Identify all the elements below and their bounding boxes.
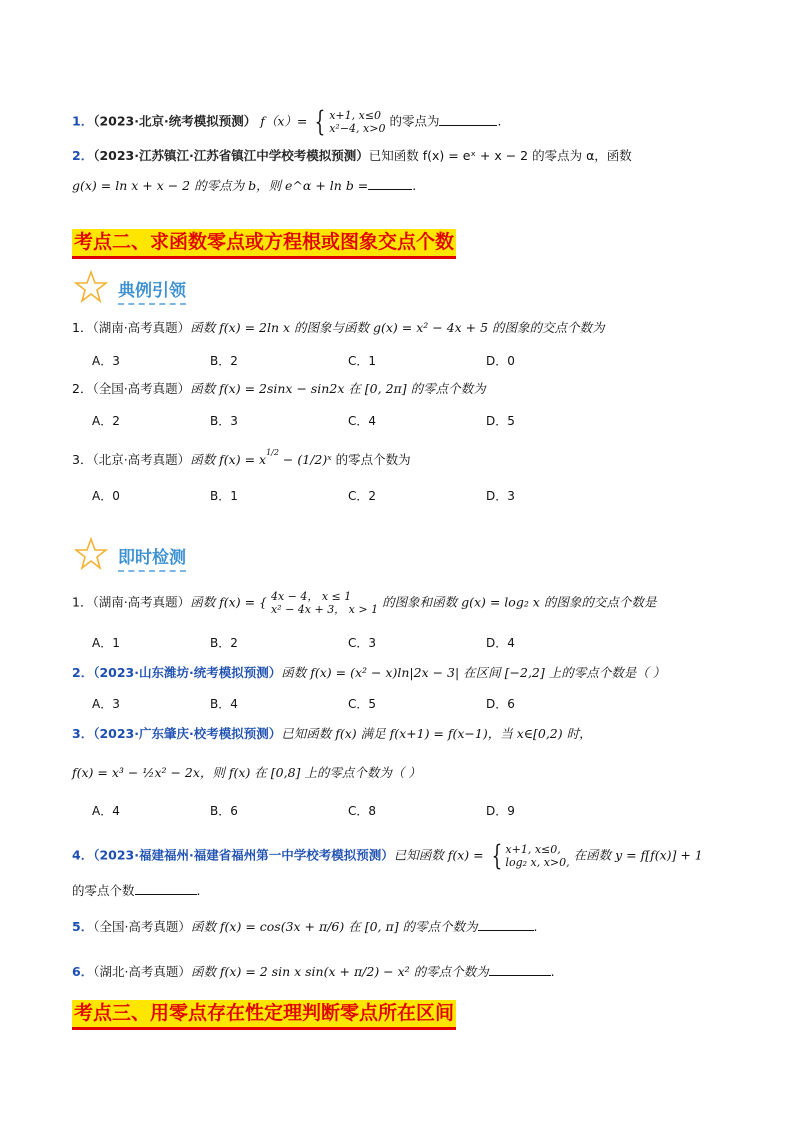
period: . [412, 178, 417, 193]
period: . [196, 883, 201, 898]
question-number: 2． [72, 665, 94, 680]
option-d[interactable]: D．0 [486, 354, 515, 368]
question-number: 2． [72, 381, 93, 396]
option-b[interactable]: B．2 [210, 636, 238, 650]
check-3 [72, 726, 592, 742]
question-text: 已知函数 f(x) 满足 f(x+1) = f(x−1)，当 x∈[0,2) 时， [281, 726, 592, 741]
option-d[interactable]: D．6 [486, 697, 515, 711]
example-2 [72, 381, 486, 397]
check-4-line2 [72, 882, 201, 899]
option-c[interactable]: C．4 [348, 414, 377, 428]
piecewise-function [271, 590, 378, 616]
option-a[interactable]: A．1 [92, 636, 120, 650]
question-text: 函数 f(x) = { [190, 594, 267, 610]
answer-blank[interactable] [489, 963, 551, 976]
question-text: 的零点为 [389, 113, 440, 129]
question-text: f(x) = x³ − ½x² − 2x，则 f(x) 在 [0,8] 上的零点个数为（ ） [72, 765, 421, 780]
answer-blank[interactable] [439, 113, 497, 126]
option-c[interactable]: C．2 [348, 489, 377, 503]
option-b[interactable]: B．3 [210, 414, 238, 428]
check-3-options [92, 802, 572, 818]
case-2: x²−4, x>0 [329, 122, 386, 135]
option-b[interactable]: B．2 [210, 354, 238, 368]
question-source: （2023·北京·统考模拟预测） [93, 113, 257, 129]
section-heading-2: 考点二、求函数零点或方程根或图象交点个数 [72, 229, 456, 259]
option-a[interactable]: A．2 [92, 414, 120, 428]
question-number: 3． [72, 726, 94, 741]
subheading-label: 典例引领 [118, 276, 186, 305]
question-text: 函数 f(x) = cos(3x + π/6) 在 [0, π] 的零点个数为 [190, 919, 478, 934]
question-text: 已知函数 f(x) = [393, 847, 484, 863]
option-a[interactable]: A．3 [92, 697, 120, 711]
question-text-end: 在函数 y = f[f(x)] + 1 [573, 847, 703, 863]
question-source: （全国·高考真题） [92, 381, 191, 396]
question-text: 函数 f(x) = 2sinx − sin2x 在 [0, 2π] 的零点个数为 [190, 381, 486, 396]
question-source: （湖南·高考真题） [92, 594, 191, 610]
question-number: 2． [72, 148, 94, 163]
option-a[interactable]: A．0 [92, 489, 120, 503]
question-source: （2023·江苏镇江·江苏省镇江中学校考模拟预测） [93, 148, 369, 163]
question-1 [72, 105, 502, 138]
question-number: 4． [72, 847, 94, 863]
question-source: （湖南·高考真题） [92, 320, 191, 335]
case-1: x+1, x≤0 [329, 109, 382, 122]
exponent: 1/2 [266, 448, 279, 457]
option-a[interactable]: A．4 [92, 804, 120, 818]
check-2-options [92, 695, 572, 711]
case-2: x² − 4x + 3， x > 1 [270, 603, 379, 616]
question-text: 函数 f(x) = x [190, 452, 267, 468]
option-d[interactable]: D．5 [486, 414, 515, 428]
piecewise-function: { x+1, x≤0 x²−4, x>0 [314, 105, 386, 138]
question-text-mid: − (1/2)ˣ [278, 452, 332, 468]
question-number: 6． [72, 964, 94, 979]
question-text: 函数 f(x) = (x² − x)ln|2x − 3| 在区间 [−2,2] 上的零点个数是（ ） [281, 665, 666, 680]
check-2 [72, 665, 665, 681]
option-d[interactable]: D．9 [486, 804, 515, 818]
option-c[interactable]: C．8 [348, 804, 377, 818]
case-1: x+1, x≤0, [505, 843, 561, 856]
option-c[interactable]: C．1 [348, 354, 377, 368]
question-number: 1． [72, 113, 94, 129]
option-c[interactable]: C．5 [348, 697, 377, 711]
answer-blank[interactable] [368, 177, 412, 190]
case-2: log₂ x, x>0, [505, 856, 570, 869]
question-text: 已知函数 f(x) = eˣ + x − 2 的零点为 α，函数 [368, 148, 632, 163]
question-source: （2023·山东潍坊·统考模拟预测） [93, 665, 282, 680]
option-d[interactable]: D．4 [486, 636, 515, 650]
option-c[interactable]: C．3 [348, 636, 377, 650]
star-icon [74, 537, 108, 571]
option-b[interactable]: B．6 [210, 804, 238, 818]
subheading-label: 即时检测 [118, 543, 186, 572]
question-text-end: 的图象和函数 g(x) = log₂ x 的图象的交点个数是 [382, 594, 657, 610]
answer-blank[interactable] [135, 882, 197, 895]
check-3-line2 [72, 765, 421, 781]
question-text-end: 的零点个数为 [331, 452, 411, 468]
question-text: 函数 f(x) = 2ln x 的图象与函数 g(x) = x² − 4x + 5 的图象的交点个数为 [190, 320, 605, 335]
question-text: 的零点个数 [72, 883, 135, 898]
function-text: f（x）= [260, 113, 308, 129]
question-source: （全国·高考真题） [93, 919, 191, 934]
piecewise-function: { x+1, x≤0, log₂ x, x>0, [491, 839, 570, 872]
check-5 [72, 918, 538, 935]
question-number: 1． [72, 320, 93, 335]
question-source: （湖北·高考真题） [93, 964, 191, 979]
option-d[interactable]: D．3 [486, 489, 515, 503]
check-1 [72, 590, 656, 616]
period: . [497, 113, 502, 129]
check-1-options [92, 634, 572, 650]
period: . [533, 919, 538, 934]
example-2-options [92, 412, 572, 428]
question-text: g(x) = ln x + x − 2 的零点为 b，则 e^α + ln b = [72, 178, 369, 193]
example-3 [72, 449, 411, 468]
question-text: 函数 f(x) = 2 sin x sin(x + π/2) − x² 的零点个数为 [190, 964, 489, 979]
period: . [550, 964, 555, 979]
example-1 [72, 320, 605, 336]
question-2 [72, 148, 632, 164]
star-icon [74, 270, 108, 304]
question-number: 3． [72, 452, 93, 468]
option-b[interactable]: B．1 [210, 489, 238, 503]
answer-blank[interactable] [478, 918, 534, 931]
case-1: 4x − 4， x ≤ 1 [270, 590, 352, 603]
check-6 [72, 963, 555, 980]
example-1-options [92, 352, 572, 368]
question-number: 5． [72, 919, 94, 934]
check-4 [72, 839, 703, 872]
question-source: （2023·福建福州·福建省福州第一中学校考模拟预测） [93, 847, 394, 863]
question-source: （2023·广东肇庆·校考模拟预测） [93, 726, 282, 741]
question-source: （北京·高考真题） [92, 452, 191, 468]
question-2-line2 [72, 177, 416, 194]
example-3-options [92, 487, 572, 503]
question-number: 1． [72, 594, 93, 610]
option-a[interactable]: A．3 [92, 354, 120, 368]
section-heading-3: 考点三、用零点存在性定理判断零点所在区间 [72, 1000, 456, 1030]
option-b[interactable]: B．4 [210, 697, 238, 711]
